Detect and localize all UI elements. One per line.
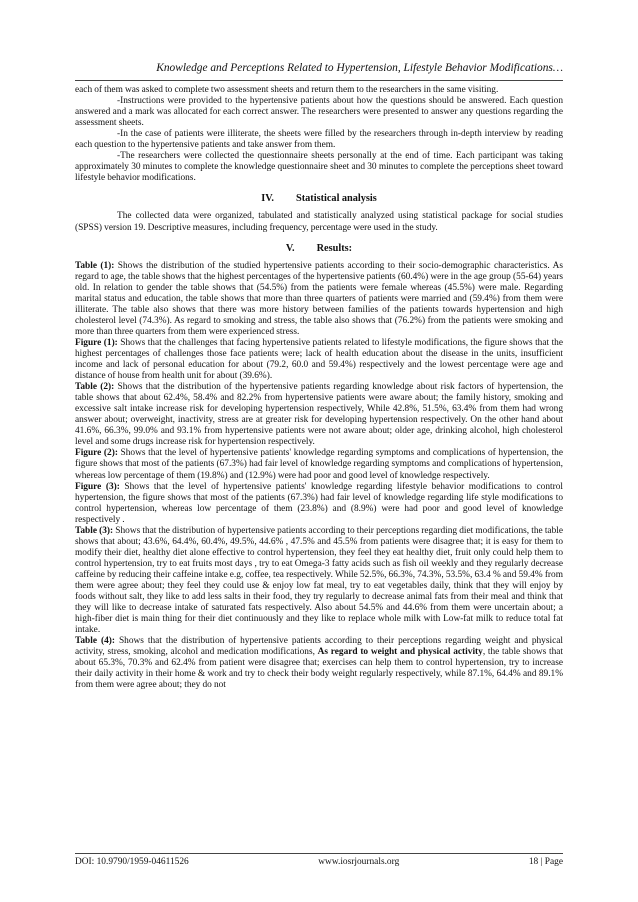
intro-paragraph-4: -The researchers were collected the questionnaire sheets personally at the end of time. Each participant was taking approximately 30 minutes to complete the knowledge questionnaire sheet and 30 minutes to complete the perceptions sheet toward lifestyle behavior modifications. [75,151,563,184]
article-body [75,85,563,691]
section-heading-statistical-analysis [75,193,563,204]
section-title: Statistical analysis [295,193,377,205]
intro-paragraph-1: each of them was asked to complete two assessment sheets and return them to the researchers in the same visiting. [75,85,499,95]
paragraph-label: Table (3): [75,525,114,536]
section-heading-results [75,243,563,254]
results-paragraph-table-4: Table (4): Shows that the distribution of hypertensive patients according to their perceptions regarding weight and physical activity, stress, smoking, alcohol and medication modifications, As regard to weight and physical activity, the table shows that about 65.3%, 70.3% and 62.4% from patient were disagree that; exercises can help them to control hypertension, try to increase their daily activity in their home & work and try to check their body weight regularly respectively, while 87.1%, 64.4% and 89.1% from them were agree about; they do not [75,636,564,691]
results-paragraph-figure-3: Figure (3): Shows that the level of hypertensive patients' knowledge regarding lifestyle behavior modifications to control hypertension, the figure shows that most of the patients (67.3%) had fair level of knowledge regarding life style modifications to control hypertension, whereas low percentage of them (23.8%) and (8.9%) were had poor and good level of knowledge respectively . [75,481,563,525]
results-paragraph-table-3: Table (3): Shows that the distribution of hypertensive patients according to their perceptions regarding diet modifications, the table shows that about; 43.6%, 64.4%, 60.4%, 49.5%, 44.6% , 47.5% and 45.5% from patients were disagree that; it is easy for them to modify their diet, healthy diet alone effective to control hypertension, they feel they eat healthy diet, fruit only could help them to control hypertension, try to eat fruits most days , try to eat Omega-3 fatty acids such as fish oil weekly and they regularly decrease caffeine by reducing their caffeine intake e.g, coffee, tea respectively. While 52.5%, 66.3%, 74.3%, 53.5%, 63.4 % and 59.4% from them were agree about; they feel they could use & enjoy low fat meal, try to eat vegetables daily, think that they will enjoy by foods without salt, they like to add less salts in their food, they try regularly to decrease animal fats from their meal and think that they will like to decrease intake of saturated fats respectively. Also about 54.5% and 44.6% from them were uncertain about; a high-fiber diet is main thing for their diet continuously and they like to replace whole milk with Low-fat milk to reduce total fat intake. [75,525,563,636]
bold-phrase: As regard to weight and physical activity [317,647,483,658]
results-paragraph-figure-2: Figure (2): Shows that the level of hypertensive patients' knowledge regarding symptoms and complications of hypertension, the figure shows that most of the patients (67.3%) had fair level of knowledge regarding symptoms and complications of hypertension, whereas low percentage of them (19.8%) and (12.9%) were had poor and good level of knowledge respectively. [75,448,563,481]
paragraph-label: Table (1): [75,260,115,271]
intro-paragraph-2: -Instructions were provided to the hypertensive patients about how the questions should be answered. Each question answered and a mark was allocated for each correct answer. The researchers were presented to answer any questions regarding the assessment sheets. [75,96,563,129]
results-paragraph-table-1: Table (1): Shows the distribution of the studied hypertensive patients according to their socio-demographic characteristics. As regard to age, the table shows that the highest percentages of the hypertensive patients (60.4%) were in the age group (55-64) years old. In relation to gender the table shows that (54.5%) from the patients were female whereas (45.5%) were male. Regarding marital status and education, the table shows that more than three quarters of patients were married and (59.4%) from them were illiterate. The table also shows that there was more history between families of the patients towards hypertension and high cholesterol level (74.3%). As regard to smoking and stress, the table also shows that (76.2%) from the patients were smoking and more than three quarters from them were experienced stress. [75,260,563,337]
section-number: V. [285,242,295,254]
paragraph-label: Figure (1): [75,337,118,348]
section-title: Results: [316,242,353,254]
page-number: 18 | Page [528,857,563,867]
journal-website-link[interactable]: www.iosrjournals.org [318,857,400,867]
footer-rule [75,853,563,854]
paragraph-label: Table (4): [75,636,115,647]
paragraph-label: Figure (2): [75,448,118,459]
paragraph-label: Table (2): [75,382,115,393]
page-footer [75,857,563,867]
statistical-analysis-paragraph: The collected data were organized, tabulated and statistically analyzed using statistical package for social studies (SPSS) version 19. Descriptive measures, including frequency, percentage were used in the study. [75,211,563,233]
header-rule [75,80,563,81]
section-number: IV. [261,193,274,205]
paragraph-label: Figure (3): [75,481,120,492]
results-paragraph-figure-1: Figure (1): Shows that the challenges that facing hypertensive patients related to lifestyle modifications, the figure shows that the highest percentages of challenges those face patients were; lack of health education about the disease in the units, insufficient income and lack of personal education for about (79.2, 60.0 and 59.4%) respectively and the lowest percentage were age and distance of house from health unit for about (39.6%). [75,337,563,382]
intro-paragraph-3: -In the case of patients were illiterate, the sheets were filled by the researchers through in-depth interview by reading each question to the hypertensive patients and take answer from them. [75,129,563,151]
results-paragraph-table-2: Table (2): Shows that the distribution of the hypertensive patients regarding knowledge about risk factors of hypertension, the table shows that about 62.4%, 58.4% and 82.2% from hypertensive patients were aware about; the family history, smoking and excessive salt intake increase risk for developing hypertension respectively, While 42.8%, 51.5%, 63.4% from them had wrong answer about; overweight, inactivity, stress are at greater risk for developing hypertension respectively. On the other hand about 41.6%, 66.3%, 99.0% and 93.1% from hypertensive patients were not aware about; older age, drinking alcohol, high cholesterol level and some drugs increase risk for hypertension respectively. [75,382,563,448]
doi-text: DOI: 10.9790/1959-04611526 [75,857,189,867]
running-header: Knowledge and Perceptions Related to Hypertension, Lifestyle Behavior Modifications… [156,62,563,74]
